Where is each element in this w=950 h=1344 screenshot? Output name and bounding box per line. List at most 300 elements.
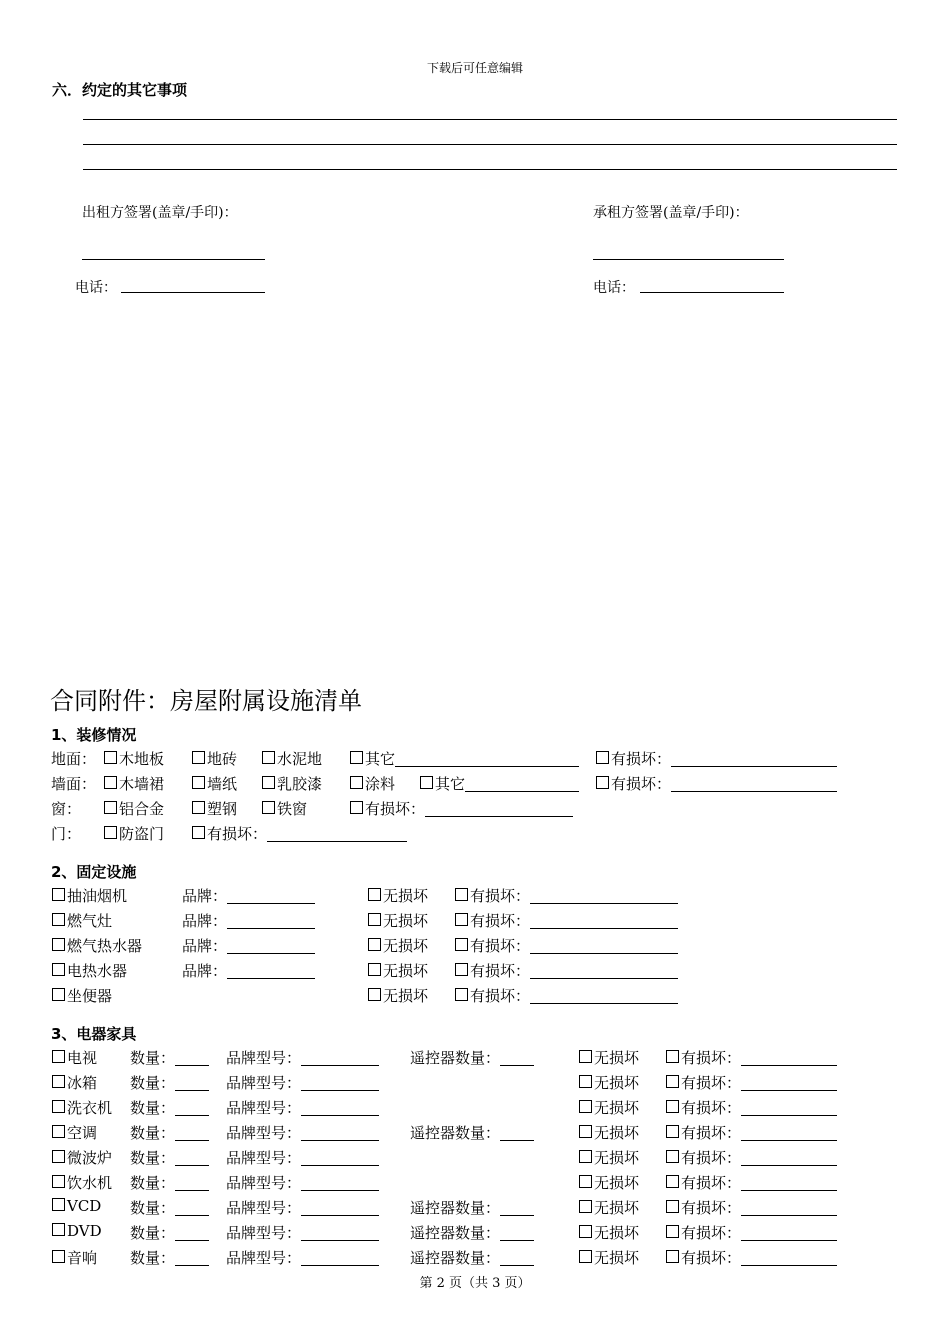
fill-line[interactable] xyxy=(395,750,579,767)
fill-line[interactable] xyxy=(530,912,678,929)
checkbox-icon[interactable] xyxy=(52,1223,65,1236)
appliance-model[interactable] xyxy=(226,1047,379,1068)
fill-line[interactable] xyxy=(671,775,837,792)
fill-line[interactable] xyxy=(425,800,573,817)
option-label: 无损坏 xyxy=(594,1124,640,1142)
fill-line[interactable] xyxy=(500,1199,534,1216)
option-label: 无损坏 xyxy=(383,937,429,955)
option-label: 品牌型号： xyxy=(226,1174,302,1192)
checkbox-icon[interactable] xyxy=(104,826,117,839)
checkbox-icon[interactable] xyxy=(455,963,468,976)
option-label: 地砖 xyxy=(207,750,238,768)
checkbox-icon[interactable] xyxy=(579,1175,592,1188)
option-label: 有损坏： xyxy=(611,750,672,768)
fill-line[interactable] xyxy=(500,1049,534,1066)
wall-option[interactable] xyxy=(420,773,579,794)
checkbox-icon[interactable] xyxy=(579,1250,592,1263)
appliance-remote-qty[interactable] xyxy=(410,1122,534,1143)
checkbox-icon[interactable] xyxy=(262,776,275,789)
option-label: 微波炉 xyxy=(67,1149,113,1167)
facility-brand[interactable] xyxy=(182,910,315,931)
option-label: 无损坏 xyxy=(594,1099,640,1117)
option-label: 数量： xyxy=(130,1199,176,1217)
appliance-no-damage[interactable] xyxy=(579,1072,639,1093)
fill-line[interactable] xyxy=(500,1124,534,1141)
appliance-item[interactable] xyxy=(52,1072,97,1093)
floor-option[interactable] xyxy=(350,748,579,769)
wall-damaged[interactable] xyxy=(596,773,837,794)
checkbox-icon[interactable] xyxy=(52,888,65,901)
fill-line[interactable] xyxy=(301,1224,379,1241)
section-6-title: 六．约定的其它事项 xyxy=(52,81,188,99)
floor-option[interactable] xyxy=(104,748,164,769)
window-option[interactable] xyxy=(192,798,237,819)
facility-no-damage[interactable] xyxy=(368,935,428,956)
fill-line[interactable] xyxy=(530,987,678,1004)
facility-no-damage[interactable] xyxy=(368,910,428,931)
option-label: 有损坏： xyxy=(470,937,531,955)
lessor-phone-line[interactable] xyxy=(121,292,265,293)
option-label: 其它 xyxy=(435,775,466,793)
lessee-phone-line[interactable] xyxy=(640,292,784,293)
checkbox-icon[interactable] xyxy=(455,938,468,951)
option-label: 抽油烟机 xyxy=(67,887,128,905)
option-label: 有损坏： xyxy=(681,1149,742,1167)
option-label: 数量： xyxy=(130,1224,176,1242)
appliance-qty[interactable] xyxy=(130,1222,209,1243)
appliance-qty[interactable] xyxy=(130,1247,209,1268)
appliance-model[interactable] xyxy=(226,1122,379,1143)
appliance-item[interactable] xyxy=(52,1172,112,1193)
checkbox-icon[interactable] xyxy=(368,963,381,976)
option-label: 遥控器数量： xyxy=(410,1249,501,1267)
wall-label: 墙面： xyxy=(51,775,97,793)
option-label: 有损坏： xyxy=(365,800,426,818)
checkbox-icon[interactable] xyxy=(579,1150,592,1163)
checkbox-icon[interactable] xyxy=(579,1100,592,1113)
lessee-signature-line[interactable] xyxy=(593,259,784,260)
fill-line[interactable] xyxy=(175,1224,209,1241)
appliance-qty[interactable] xyxy=(130,1197,209,1218)
option-label: 燃气灶 xyxy=(67,912,113,930)
option-label: 无损坏 xyxy=(383,962,429,980)
floor-option[interactable] xyxy=(262,748,322,769)
wall-option[interactable] xyxy=(350,773,395,794)
appliance-qty[interactable] xyxy=(130,1047,209,1068)
fill-line[interactable] xyxy=(741,1199,837,1216)
facility-damaged[interactable] xyxy=(455,935,678,956)
checkbox-icon[interactable] xyxy=(192,776,205,789)
appliance-qty[interactable] xyxy=(130,1097,209,1118)
appliance-item[interactable] xyxy=(52,1047,97,1068)
window-label: 窗： xyxy=(51,800,82,818)
checkbox-icon[interactable] xyxy=(262,751,275,764)
checkbox-icon[interactable] xyxy=(52,1250,65,1263)
appliance-model[interactable] xyxy=(226,1072,379,1093)
fill-line[interactable] xyxy=(741,1099,837,1116)
option-label: 空调 xyxy=(67,1124,98,1142)
option-label: DVD xyxy=(67,1222,102,1240)
facility-no-damage[interactable] xyxy=(368,960,428,981)
option-label: 其它 xyxy=(365,750,396,768)
fill-line[interactable] xyxy=(227,962,315,979)
option-label: 铝合金 xyxy=(119,800,165,818)
wall-option[interactable] xyxy=(192,773,237,794)
appliance-damaged[interactable] xyxy=(666,1097,837,1118)
option-label: 遥控器数量： xyxy=(410,1199,501,1217)
checkbox-icon[interactable] xyxy=(579,1075,592,1088)
fill-line[interactable] xyxy=(530,887,678,904)
floor-option[interactable] xyxy=(192,748,237,769)
fill-line[interactable] xyxy=(175,1174,209,1191)
door-option[interactable] xyxy=(104,823,164,844)
option-label: 水泥地 xyxy=(277,750,323,768)
checkbox-icon[interactable] xyxy=(666,1200,679,1213)
checkbox-icon[interactable] xyxy=(666,1250,679,1263)
appliance-item[interactable] xyxy=(52,1097,112,1118)
window-option[interactable] xyxy=(104,798,164,819)
option-label: 遥控器数量： xyxy=(410,1124,501,1142)
option-label: 木墙裙 xyxy=(119,775,165,793)
appliance-qty[interactable] xyxy=(130,1172,209,1193)
option-label: 数量： xyxy=(130,1099,176,1117)
fill-line[interactable] xyxy=(465,775,579,792)
checkbox-icon[interactable] xyxy=(104,776,117,789)
checkbox-icon[interactable] xyxy=(368,988,381,1001)
checkbox-icon[interactable] xyxy=(420,776,433,789)
option-label: 无损坏 xyxy=(383,912,429,930)
door-label: 门： xyxy=(51,825,82,843)
facility-brand[interactable] xyxy=(182,935,315,956)
checkbox-icon[interactable] xyxy=(192,751,205,764)
appliance-no-damage[interactable] xyxy=(579,1097,639,1118)
option-label: 防盗门 xyxy=(119,825,165,843)
option-label: 冰箱 xyxy=(67,1074,98,1092)
page-footer: 第 2 页（共 3 页） xyxy=(419,1276,531,1291)
appliance-damaged[interactable] xyxy=(666,1222,837,1243)
option-label: 无损坏 xyxy=(594,1149,640,1167)
option-label: 品牌型号： xyxy=(226,1099,302,1117)
section-3-title: 3、电器家具 xyxy=(51,1025,137,1043)
checkbox-icon[interactable] xyxy=(52,1125,65,1138)
fill-line[interactable] xyxy=(301,1199,379,1216)
checkbox-icon[interactable] xyxy=(666,1125,679,1138)
section-2-title: 2、固定设施 xyxy=(51,863,137,881)
option-label: 无损坏 xyxy=(594,1174,640,1192)
appliance-damaged[interactable] xyxy=(666,1197,837,1218)
checkbox-icon[interactable] xyxy=(666,1175,679,1188)
option-label: 电视 xyxy=(67,1049,98,1067)
option-label: 数量： xyxy=(130,1049,176,1067)
option-label: 品牌型号： xyxy=(226,1074,302,1092)
option-label: 有损坏： xyxy=(681,1049,742,1067)
checkbox-icon[interactable] xyxy=(579,1200,592,1213)
option-label: 无损坏 xyxy=(594,1199,640,1217)
fill-line[interactable] xyxy=(227,937,315,954)
fill-line[interactable] xyxy=(301,1099,379,1116)
option-label: 无损坏 xyxy=(594,1249,640,1267)
option-label: 有损坏： xyxy=(681,1199,742,1217)
option-label: 品牌： xyxy=(182,912,228,930)
option-label: 品牌型号： xyxy=(226,1049,302,1067)
appliance-damaged[interactable] xyxy=(666,1072,837,1093)
appliance-remote-qty[interactable] xyxy=(410,1247,534,1268)
facility-damaged[interactable] xyxy=(455,910,678,931)
checkbox-icon[interactable] xyxy=(455,888,468,901)
lessee-phone-label: 电话： xyxy=(593,280,635,296)
option-label: 有损坏： xyxy=(681,1174,742,1192)
option-label: 有损坏： xyxy=(207,825,268,843)
appliance-remote-qty[interactable] xyxy=(410,1047,534,1068)
option-label: 品牌型号： xyxy=(226,1149,302,1167)
door-damaged[interactable] xyxy=(192,823,407,844)
option-label: 有损坏： xyxy=(681,1224,742,1242)
fill-line[interactable] xyxy=(301,1074,379,1091)
fill-line[interactable] xyxy=(301,1174,379,1191)
checkbox-icon[interactable] xyxy=(666,1150,679,1163)
floor-damaged[interactable] xyxy=(596,748,837,769)
appliance-no-damage[interactable] xyxy=(579,1247,639,1268)
appliance-damaged[interactable] xyxy=(666,1122,837,1143)
checkbox-icon[interactable] xyxy=(455,913,468,926)
page-header: 下载后可任意编辑 xyxy=(426,61,523,75)
fill-line[interactable] xyxy=(227,912,315,929)
checkbox-icon[interactable] xyxy=(52,963,65,976)
fill-line[interactable] xyxy=(741,1074,837,1091)
appliance-no-damage[interactable] xyxy=(579,1122,639,1143)
checkbox-icon[interactable] xyxy=(368,888,381,901)
option-label: 数量： xyxy=(130,1074,176,1092)
fill-line[interactable] xyxy=(175,1149,209,1166)
option-label: 品牌型号： xyxy=(226,1124,302,1142)
fill-line[interactable] xyxy=(175,1249,209,1266)
blank-line xyxy=(83,119,897,120)
option-label: 遥控器数量： xyxy=(410,1224,501,1242)
appliance-item[interactable] xyxy=(52,1122,97,1143)
checkbox-icon[interactable] xyxy=(350,751,363,764)
fill-line[interactable] xyxy=(227,887,315,904)
checkbox-icon[interactable] xyxy=(579,1125,592,1138)
fill-line[interactable] xyxy=(741,1049,837,1066)
appliance-damaged[interactable] xyxy=(666,1047,837,1068)
attachment-title: 合同附件：房屋附属设施清单 xyxy=(50,687,362,715)
lessor-signature-line[interactable] xyxy=(82,259,265,260)
appliance-model[interactable] xyxy=(226,1097,379,1118)
option-label: 数量： xyxy=(130,1124,176,1142)
option-label: 无损坏 xyxy=(383,887,429,905)
option-label: 铁窗 xyxy=(277,800,308,818)
floor-label: 地面： xyxy=(51,750,97,768)
fill-line[interactable] xyxy=(530,937,678,954)
checkbox-icon[interactable] xyxy=(52,913,65,926)
option-label: 有损坏： xyxy=(470,987,531,1005)
wall-option[interactable] xyxy=(104,773,164,794)
option-label: 无损坏 xyxy=(594,1224,640,1242)
blank-line xyxy=(83,144,897,145)
option-label: 塑钢 xyxy=(207,800,238,818)
checkbox-icon[interactable] xyxy=(52,938,65,951)
option-label: 有损坏： xyxy=(611,775,672,793)
option-label: 品牌： xyxy=(182,937,228,955)
appliance-item[interactable] xyxy=(52,1222,102,1240)
checkbox-icon[interactable] xyxy=(52,988,65,1001)
facility-no-damage[interactable] xyxy=(368,885,428,906)
option-label: 饮水机 xyxy=(67,1174,113,1192)
option-label: 品牌型号： xyxy=(226,1249,302,1267)
option-label: 有损坏： xyxy=(470,887,531,905)
option-label: 有损坏： xyxy=(681,1074,742,1092)
option-label: 数量： xyxy=(130,1249,176,1267)
option-label: 品牌型号： xyxy=(226,1199,302,1217)
option-label: 有损坏： xyxy=(681,1249,742,1267)
window-option[interactable] xyxy=(262,798,307,819)
fill-line[interactable] xyxy=(175,1099,209,1116)
option-label: VCD xyxy=(67,1197,102,1215)
checkbox-icon[interactable] xyxy=(192,826,205,839)
appliance-qty[interactable] xyxy=(130,1147,209,1168)
checkbox-icon[interactable] xyxy=(368,938,381,951)
option-label: 数量： xyxy=(130,1149,176,1167)
facility-brand[interactable] xyxy=(182,960,315,981)
appliance-no-damage[interactable] xyxy=(579,1197,639,1218)
section-1-title: 1、装修情况 xyxy=(51,726,137,744)
fill-line[interactable] xyxy=(741,1249,837,1266)
facility-item[interactable] xyxy=(52,910,112,931)
checkbox-icon[interactable] xyxy=(104,801,117,814)
facility-damaged[interactable] xyxy=(455,960,678,981)
option-label: 遥控器数量： xyxy=(410,1049,501,1067)
checkbox-icon[interactable] xyxy=(350,801,363,814)
appliance-remote-qty[interactable] xyxy=(410,1222,534,1243)
option-label: 坐便器 xyxy=(67,987,113,1005)
checkbox-icon[interactable] xyxy=(666,1050,679,1063)
fill-line[interactable] xyxy=(175,1124,209,1141)
fill-line[interactable] xyxy=(175,1074,209,1091)
checkbox-icon[interactable] xyxy=(52,1175,65,1188)
checkbox-icon[interactable] xyxy=(666,1225,679,1238)
facility-brand[interactable] xyxy=(182,885,315,906)
facility-item[interactable] xyxy=(52,885,127,906)
option-label: 洗衣机 xyxy=(67,1099,113,1117)
fill-line[interactable] xyxy=(301,1124,379,1141)
blank-line xyxy=(83,169,897,170)
facility-item[interactable] xyxy=(52,985,112,1006)
appliance-model[interactable] xyxy=(226,1172,379,1193)
appliance-damaged[interactable] xyxy=(666,1172,837,1193)
window-damaged[interactable] xyxy=(350,798,573,819)
appliance-model[interactable] xyxy=(226,1147,379,1168)
appliance-damaged[interactable] xyxy=(666,1147,837,1168)
checkbox-icon[interactable] xyxy=(262,801,275,814)
fill-line[interactable] xyxy=(741,1224,837,1241)
checkbox-icon[interactable] xyxy=(52,1075,65,1088)
checkbox-icon[interactable] xyxy=(666,1100,679,1113)
checkbox-icon[interactable] xyxy=(192,801,205,814)
appliance-no-damage[interactable] xyxy=(579,1222,639,1243)
fill-line[interactable] xyxy=(267,825,407,842)
option-label: 无损坏 xyxy=(594,1049,640,1067)
facility-no-damage[interactable] xyxy=(368,985,428,1006)
fill-line[interactable] xyxy=(175,1199,209,1216)
option-label: 无损坏 xyxy=(383,987,429,1005)
facility-damaged[interactable] xyxy=(455,985,678,1006)
option-label: 燃气热水器 xyxy=(67,937,143,955)
appliance-no-damage[interactable] xyxy=(579,1172,639,1193)
option-label: 有损坏： xyxy=(470,962,531,980)
checkbox-icon[interactable] xyxy=(596,776,609,789)
fill-line[interactable] xyxy=(301,1049,379,1066)
checkbox-icon[interactable] xyxy=(596,751,609,764)
option-label: 电热水器 xyxy=(67,962,128,980)
checkbox-icon[interactable] xyxy=(368,913,381,926)
appliance-model[interactable] xyxy=(226,1247,379,1268)
fill-line[interactable] xyxy=(500,1224,534,1241)
checkbox-icon[interactable] xyxy=(52,1050,65,1063)
appliance-no-damage[interactable] xyxy=(579,1047,639,1068)
appliance-qty[interactable] xyxy=(130,1122,209,1143)
appliance-item[interactable] xyxy=(52,1147,112,1168)
appliance-remote-qty[interactable] xyxy=(410,1197,534,1218)
wall-option[interactable] xyxy=(262,773,322,794)
checkbox-icon[interactable] xyxy=(666,1075,679,1088)
option-label: 品牌型号： xyxy=(226,1224,302,1242)
checkbox-icon[interactable] xyxy=(52,1150,65,1163)
option-label: 音响 xyxy=(67,1249,98,1267)
appliance-model[interactable] xyxy=(226,1222,379,1243)
option-label: 涂料 xyxy=(365,775,396,793)
checkbox-icon[interactable] xyxy=(104,751,117,764)
option-label: 有损坏： xyxy=(681,1124,742,1142)
fill-line[interactable] xyxy=(500,1249,534,1266)
option-label: 木地板 xyxy=(119,750,165,768)
checkbox-icon[interactable] xyxy=(52,1198,65,1211)
appliance-no-damage[interactable] xyxy=(579,1147,639,1168)
option-label: 数量： xyxy=(130,1174,176,1192)
fill-line[interactable] xyxy=(175,1049,209,1066)
appliance-item[interactable] xyxy=(52,1197,101,1215)
lessor-phone-label: 电话： xyxy=(75,280,117,296)
facility-item[interactable] xyxy=(52,960,127,981)
fill-line[interactable] xyxy=(741,1149,837,1166)
option-label: 墙纸 xyxy=(207,775,238,793)
option-label: 有损坏： xyxy=(470,912,531,930)
option-label: 品牌： xyxy=(182,887,228,905)
fill-line[interactable] xyxy=(741,1174,837,1191)
option-label: 有损坏： xyxy=(681,1099,742,1117)
fill-line[interactable] xyxy=(671,750,837,767)
checkbox-icon[interactable] xyxy=(579,1050,592,1063)
fill-line[interactable] xyxy=(741,1124,837,1141)
appliance-qty[interactable] xyxy=(130,1072,209,1093)
facility-item[interactable] xyxy=(52,935,142,956)
fill-line[interactable] xyxy=(301,1249,379,1266)
facility-damaged[interactable] xyxy=(455,885,678,906)
appliance-model[interactable] xyxy=(226,1197,379,1218)
option-label: 乳胶漆 xyxy=(277,775,323,793)
option-label: 无损坏 xyxy=(594,1074,640,1092)
lessor-signature-label: 出租方签署(盖章/手印)： xyxy=(82,205,238,221)
checkbox-icon[interactable] xyxy=(52,1100,65,1113)
checkbox-icon[interactable] xyxy=(350,776,363,789)
checkbox-icon[interactable] xyxy=(579,1225,592,1238)
fill-line[interactable] xyxy=(301,1149,379,1166)
option-label: 品牌： xyxy=(182,962,228,980)
checkbox-icon[interactable] xyxy=(455,988,468,1001)
lessee-signature-label: 承租方签署(盖章/手印)： xyxy=(593,205,749,221)
appliance-damaged[interactable] xyxy=(666,1247,837,1268)
appliance-item[interactable] xyxy=(52,1247,97,1268)
fill-line[interactable] xyxy=(530,962,678,979)
